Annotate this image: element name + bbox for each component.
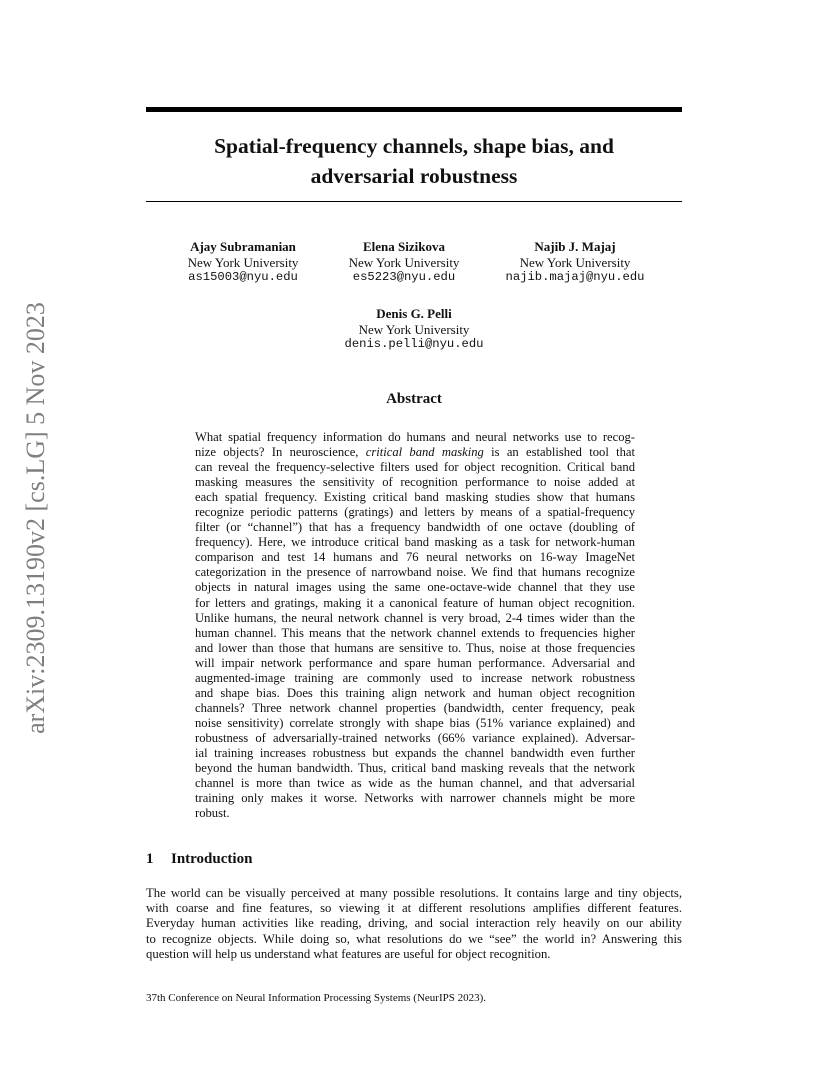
author-block (324, 306, 504, 353)
abstract-line: What spatial frequency information do humans and neural networks use to recog- (195, 430, 635, 444)
author-affiliation: New York University (358, 321, 470, 337)
abstract-line: ial training increases robustness but expands the channel bandwidth even further (195, 745, 635, 760)
abstract-line: frequency). Here, we introduce critical band masking as a task for network-human (195, 535, 635, 550)
paper-title (146, 131, 682, 191)
abstract-line: will impair network performance and spare human performance. Adversarial and (195, 655, 635, 670)
intro-line: The world can be visually perceived at many possible resolutions. It contains large and tiny objects, (146, 886, 682, 900)
italic-term: critical band masking (365, 445, 484, 460)
abstract-line: channels? Three network channel properties (bandwidth, center frequency, peak (195, 700, 635, 715)
conference-footnote: 37th Conference on Neural Information Processing Systems (NeurIPS 2023). (146, 992, 487, 1004)
abstract-line: beyond the human bandwidth. Thus, critical band masking reveals that the network (195, 761, 635, 776)
abstract-line: robust. (195, 806, 230, 821)
abstract-line: Unlike humans, the neural network channel is very broad, 2-4 times wider than the (195, 610, 635, 625)
abstract-line: robustness of adversarially-trained networks (66% variance explained). Adversar- (195, 730, 635, 745)
author-affiliation: New York University (519, 254, 631, 270)
abstract-line: and shape bias. Does this training align network and human object recognition (195, 685, 635, 700)
title-line: adversarial robustness (310, 164, 518, 188)
abstract-line: augmented-image training are commonly used to increase network robustness (195, 670, 635, 685)
abstract-line: human channel. This means that the network channel extends to frequencies higher (195, 625, 635, 640)
author-affiliation: New York University (187, 254, 299, 270)
section-number: 1 (146, 851, 154, 867)
abstract-line: noise sensitivity) correlate strongly with shape bias (51% variance explained) and (195, 715, 635, 730)
author-email: najib.majaj@nyu.edu (505, 270, 645, 284)
abstract-line: for letters and gratings, making it a canonical feature of human object recognition. (195, 595, 635, 610)
abstract-line: can reveal the frequency-selective filters used for object recognition. Critical band (195, 460, 635, 475)
abstract-line: and lower than those that humans are sensitive to. Thus, noise at those frequencies (195, 640, 635, 655)
introduction-paragraph (146, 886, 682, 962)
abstract-line: masking measures the sensitivity of recognition performance to noise added at (195, 475, 635, 490)
author-block (485, 239, 665, 286)
author-name: Elena Sizikova (363, 239, 445, 254)
abstract-line: filter (or “channel”) that has a frequency bandwidth of one octave (doubling of (195, 520, 635, 535)
author-block (314, 239, 494, 286)
intro-line: with coarse and fine features, so viewing it at different resolutions amplifies different features. (146, 901, 682, 916)
author-block (153, 239, 333, 286)
author-name: Ajay Subramanian (190, 239, 296, 254)
abstract-line: training only makes it worse. Networks with narrower channels might be more (195, 791, 635, 806)
arxiv-identifier: arXiv:2309.13190v2 [cs.LG] 5 Nov 2023 (21, 302, 50, 734)
intro-line: to recognize objects. While doing so, what resolutions do we “see” the world in? Answering this (146, 931, 682, 946)
abstract-heading: Abstract (386, 391, 442, 407)
section-heading-introduction (146, 849, 252, 869)
abstract-line: comparison and test 14 humans and 76 neural networks on 16-way ImageNet (195, 550, 635, 565)
title-top-rule (146, 107, 682, 112)
abstract-line: nize objects? In neuroscience, critical band masking is an established tool that (195, 445, 635, 460)
author-affiliation: New York University (348, 254, 460, 270)
intro-line: question will help us understand what features are useful for object recognition. (146, 946, 551, 961)
abstract-line: channel is more than twice as wide as the human channel, and that adversarial (195, 776, 635, 791)
author-email: denis.pelli@nyu.edu (344, 337, 484, 351)
title-bottom-rule (146, 201, 682, 202)
intro-line: Everyday human activities like reading, driving, and social interaction rely heavily on our ability (146, 916, 682, 931)
author-name: Najib J. Majaj (534, 239, 616, 254)
abstract-line: each spatial frequency. Existing critical band masking studies show that humans (195, 490, 635, 505)
abstract-line: recognize periodic patterns (gratings) and letters by means of a spatial-frequency (195, 505, 635, 520)
section-title: Introduction (171, 851, 253, 867)
author-email: es5223@nyu.edu (352, 270, 456, 284)
title-line: Spatial-frequency channels, shape bias, and (214, 134, 614, 158)
author-name: Denis G. Pelli (376, 306, 452, 321)
abstract-line: categorization in the presence of narrowband noise. We find that humans recognize (195, 565, 635, 580)
abstract-body (195, 430, 635, 821)
author-email: as15003@nyu.edu (188, 270, 298, 284)
abstract-line: objects in natural images using the same one-octave-wide channel that they use (195, 580, 635, 595)
